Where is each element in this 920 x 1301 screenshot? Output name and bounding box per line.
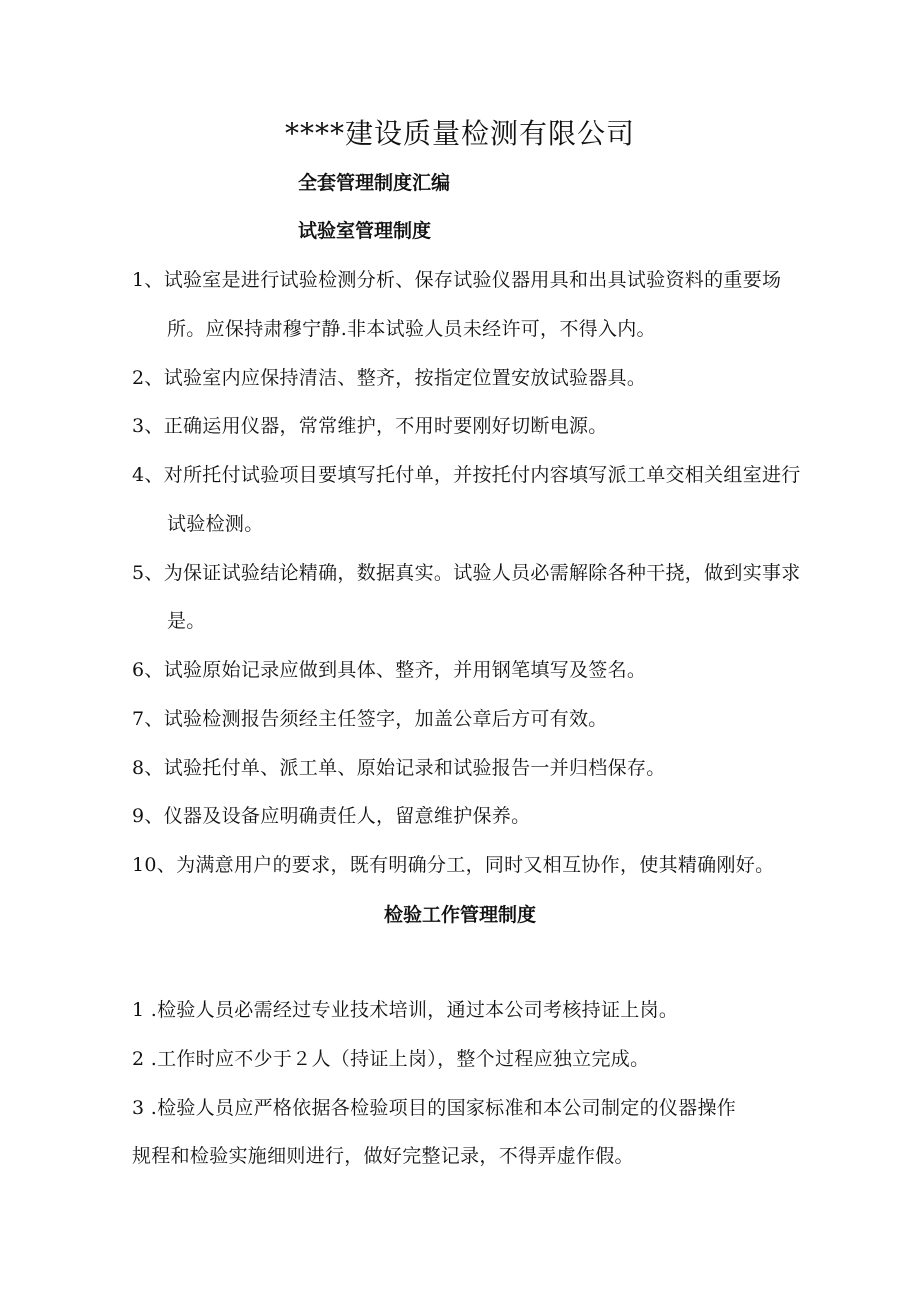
section2-item-3-line-1: 3 .检验人员应严格依据各检验项目的国家标准和本公司制定的仪器操作	[132, 1097, 737, 1119]
section2-item-3-line-2: 规程和检验实施细则进行，做好完整记录，不得弄虚作假。	[132, 1145, 634, 1167]
document-subtitle: 全套管理制度汇编	[298, 172, 451, 194]
section1-item-7: 7、试验检测报告须经主任签字，加盖公章后方可有效。	[132, 708, 608, 730]
section2-heading: 检验工作管理制度	[383, 904, 536, 926]
section1-item-4-line-2: 试验检测。	[167, 513, 264, 535]
section1-item-1-line-1: 1、试验室是进行试验检测分析、保存试验仪器用具和出具试验资料的重要场	[132, 269, 782, 291]
section2-item-2: 2 .工作时应不少于２人（持证上岗），整个过程应独立完成。	[132, 1048, 650, 1070]
section1-item-1-line-2: 所。应保持肃穆宁静.非本试验人员未经许可，不得入内。	[167, 318, 656, 340]
section2-item-1: 1 .检验人员必需经过专业技术培训，通过本公司考核持证上岗。	[132, 999, 679, 1021]
section1-item-5-line-2: 是。	[167, 610, 206, 632]
section1-heading: 试验室管理制度	[298, 220, 432, 242]
section1-item-5-line-1: 5、为保证试验结论精确，数据真实。试验人员必需解除各种干挠，做到实事求	[132, 562, 801, 584]
section1-item-6: 6、试验原始记录应做到具体、整齐，并用钢笔填写及签名。	[132, 659, 647, 681]
section1-item-3: 3、正确运用仪器，常常维护，不用时要刚好切断电源。	[132, 415, 608, 437]
section1-item-10: 10、为满意用户的要求，既有明确分工，同时又相互协作，使其精确刚好。	[132, 854, 775, 876]
section1-item-9: 9、仪器及设备应明确责任人，留意维护保养。	[132, 805, 531, 827]
section1-item-2: 2、试验室内应保持清洁、整齐，按指定位置安放试验器具。	[132, 367, 647, 389]
section1-item-4-line-1: 4、对所托付试验项目要填写托付单，并按托付内容填写派工单交相关组室进行	[132, 464, 801, 486]
company-title: ****建设质量检测有限公司	[284, 117, 635, 150]
section1-item-8: 8、试验托付单、派工单、原始记录和试验报告一并归档保存。	[132, 757, 666, 779]
